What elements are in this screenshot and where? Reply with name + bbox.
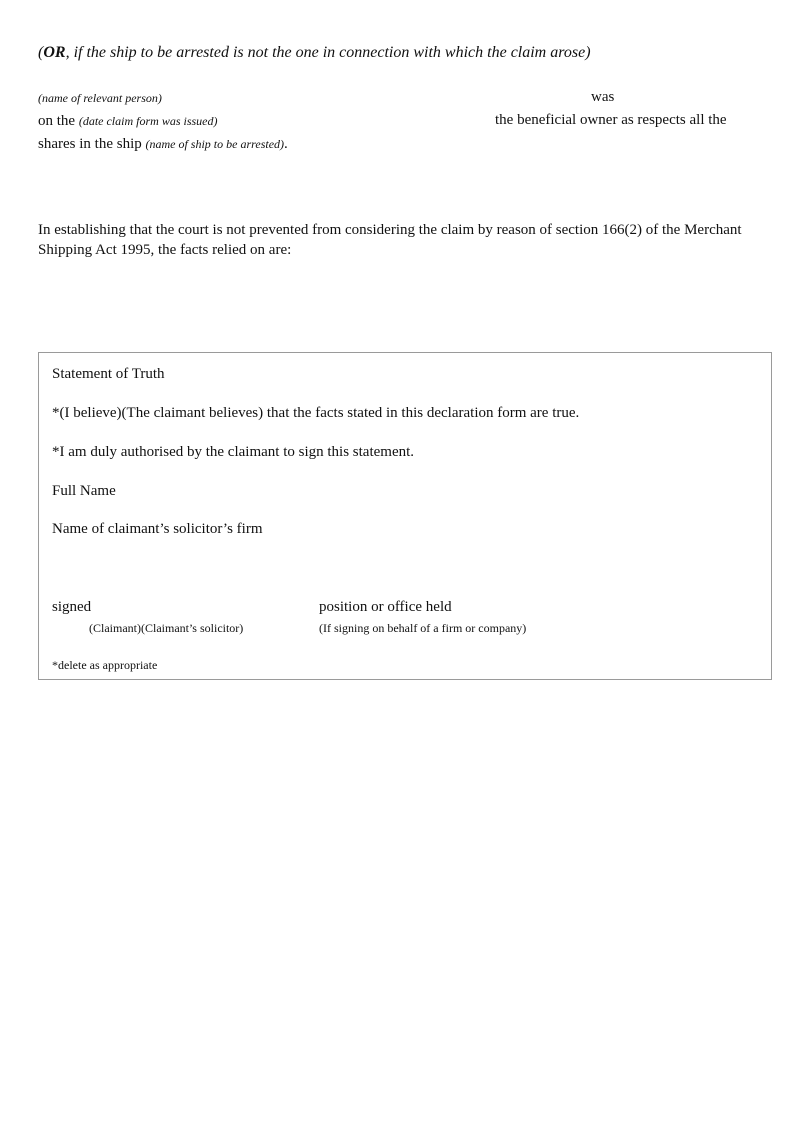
- on-the-label: on the: [38, 113, 79, 129]
- ship-name-hint: (name of ship to be arrested): [145, 137, 285, 151]
- position-label: position or office held: [319, 599, 452, 615]
- shares-line: [38, 135, 288, 153]
- relevant-person-hint: (name of relevant person): [38, 91, 162, 105]
- heading-or-keyword: OR: [43, 44, 66, 61]
- position-hint: (If signing on behalf of a firm or company): [319, 621, 527, 635]
- signed-label: signed: [52, 599, 92, 615]
- facts-paragraph: In establishing that the court is not prevented from considering the claim by reason of section 166(2) of the Merchant Shipping Act 1995, the facts relied on are:: [38, 222, 742, 258]
- firm-name-label: Name of claimant’s solicitor’s firm: [52, 521, 263, 537]
- shares-period: .: [284, 136, 288, 152]
- signed-hint: (Claimant)(Claimant’s solicitor): [89, 621, 244, 635]
- statement-of-truth-box: [38, 352, 772, 680]
- full-name-label: Full Name: [52, 483, 116, 499]
- shares-label: shares in the ship: [38, 136, 146, 152]
- date-line: [38, 112, 217, 130]
- heading-rest: , if the ship to be arrested is not the one in connection with which the claim arose): [65, 44, 591, 61]
- authorised-statement: *I am duly authorised by the claimant to sign this statement.: [52, 444, 415, 460]
- delete-note: *delete as appropriate: [52, 658, 158, 672]
- belief-statement: *(I believe)(The claimant believes) that the facts stated in this declaration form are true.: [52, 405, 580, 421]
- beneficial-owner-text: the beneficial owner as respects all the: [495, 112, 727, 128]
- alternative-heading: [38, 44, 591, 62]
- statement-title: Statement of Truth: [52, 366, 165, 382]
- heading-open-paren: (: [38, 44, 44, 61]
- was-label: was: [591, 89, 615, 105]
- date-claim-hint: (date claim form was issued): [78, 114, 218, 128]
